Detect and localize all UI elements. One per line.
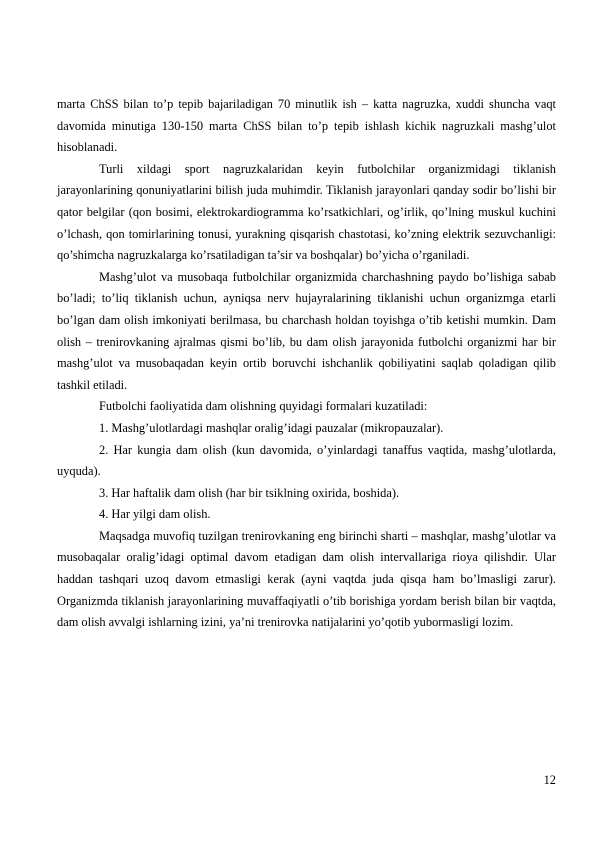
paragraph-rest-forms-intro: Futbolchi faoliyatida dam olishning quyidagi formalari kuzatiladi: (99, 399, 428, 414)
paragraph-recovery-processes: Turli xildagi sport nagruzkalaridan keyin futbolchilar organizmidagi tiklanish jarayonlarining qonuniyatlarini bilish juda muhimdir. Tiklanish jarayonlari qanday sodir bo’lishi bir qator belgilar (qon bosimi, elektrokardiogramma ko’rsatkichlari, og’irlik, qo’lning muskul kuchini o’lchash, qon tomirlarining tonusi, yurakning qisqarish chastotasi, ko’zning elektrik sezuvchanligi: qo’shimcha nagruzkalarga ko’rsatiladigan ta’sir va boshqalar) bo’yicha o’rganiladi. (57, 161, 556, 263)
paragraph-continuation: marta ChSS bilan to’p tepib bajariladigan 70 minutlik ish – katta nagruzka, xuddi shuncha vaqt davomida minutiga 130-150 marta ChSS bilan to’p tepib ishlash kichik nagruzkali mashg’ulot hisoblanadi. (57, 97, 556, 155)
list-item-rest-form-4: 4. Har yilgi dam olish. (99, 507, 211, 522)
page-number: 12 (543, 773, 556, 787)
list-item-rest-form-1: 1. Mashg’ulotlardagi mashqlar oralig’idagi pauzalar (mikropauzalar). (99, 420, 444, 435)
document-body (57, 94, 556, 634)
list-item-rest-form-3: 3. Har haftalik dam olish (har bir tsiklning oxirida, boshida). (99, 485, 400, 500)
paragraph-training-condition: Maqsadga muvofiq tuzilgan trenirovkaning eng birinchi sharti – mashqlar, mashg’ulotlar va musobaqalar oralig’idagi optimal davom etadigan dam olish intervallariga rioya qilishdir. Ular haddan tashqari uzoq davom etmasligi kerak (ayni vaqtda juda qisqa ham bo’lmasligi zarur). Organizmda tiklanish jarayonlarining muvaffaqiyatli o’tib borishiga yordam berish bilan bir vaqtda, dam olish avvalgi ishlarning izini, ya’ni trenirovka natijalarini yo’qotib yubormasligi lozim. (57, 528, 556, 630)
list-item-rest-form-2: 2. Har kungia dam olish (kun davomida, o’yinlardagi tanaffus vaqtida, mashg’ulotlarda, uyquda). (57, 442, 556, 479)
paragraph-fatigue: Mashg’ulot va musobaqa futbolchilar organizmida charchashning paydo bo’lishiga sabab bo’ladi; to’liq tiklanish uchun, ayniqsa nerv hujayralarining tiklanishi uchun organizmga etarli bo’lgan dam olish imkoniyati berilmasa, bu charchash holdan toyishga o’tib ketishi mumkin. Dam olish – trenirovkaning ajralmas qismi bo’lib, bu dam olish jarayonida futbolchi organizmi har bir mashg’ulot va musobaqadan keyin ortib boruvchi ishchanlik qobiliyatini saqlab qoladigan qilib tashkil etiladi. (57, 269, 556, 392)
